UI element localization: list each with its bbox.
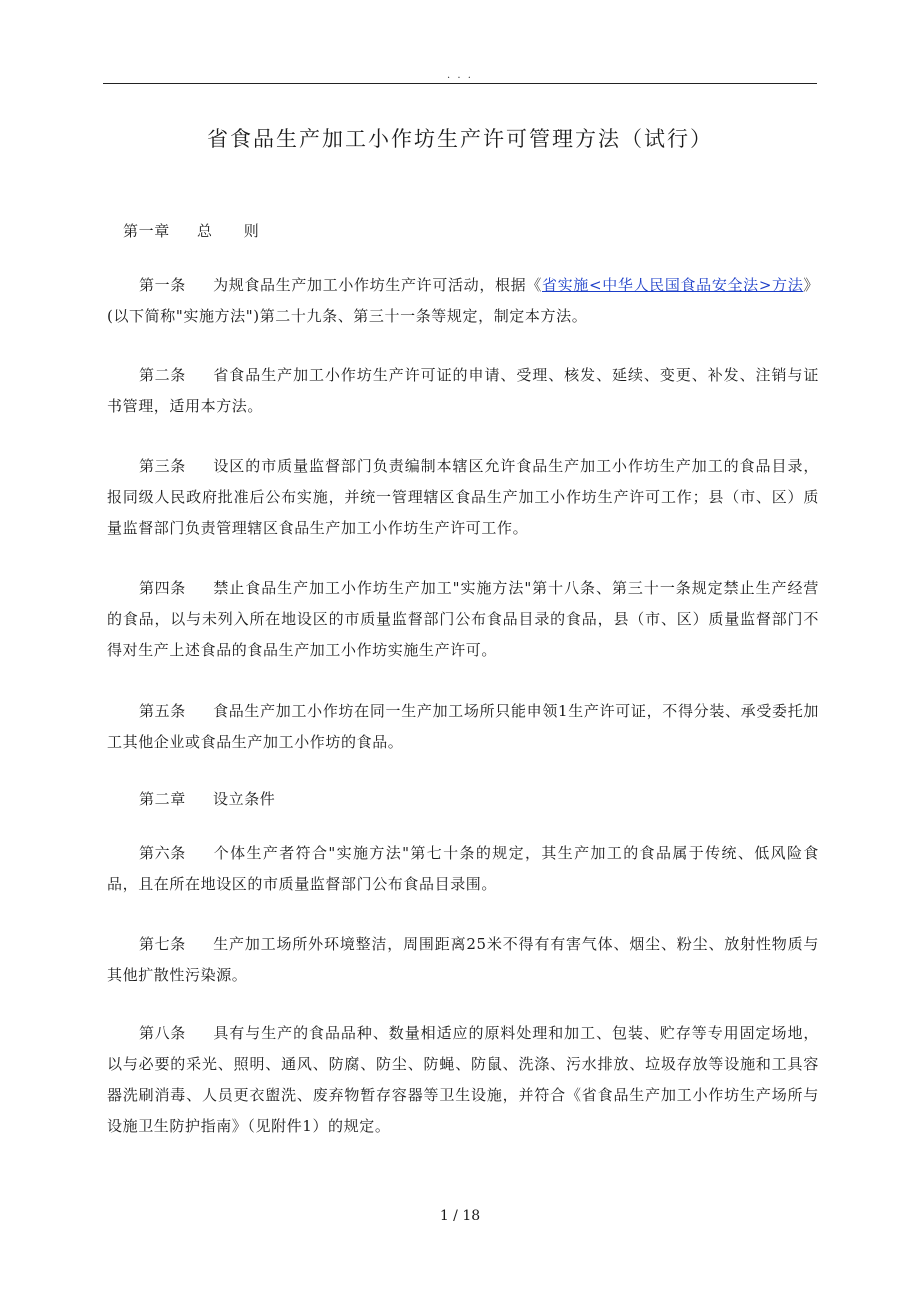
- article-6-text: 个体生产者符合"实施方法"第七十条的规定，其生产加工的食品属于传统、低风险食品，且在所在地设区的市质量监督部门公布食品目录围。: [107, 844, 819, 893]
- article-1-label: 第一条: [139, 276, 186, 294]
- article-7: [107, 929, 819, 991]
- article-4-label: 第四条: [139, 579, 186, 597]
- article-5-label: 第五条: [139, 702, 186, 720]
- chapter-1-title: 总 则: [197, 222, 260, 240]
- article-8-label: 第八条: [139, 1024, 186, 1042]
- article-2: [107, 360, 819, 422]
- chapter-1-heading: [123, 219, 259, 243]
- chapter-2-label: 第二章: [139, 790, 186, 808]
- article-1-text-before: 为规食品生产加工小作坊生产许可活动，根据《: [213, 276, 542, 294]
- chapter-1-label: 第一章: [123, 222, 170, 240]
- article-1-text-after: 》(以下简称"实施方法")第二十九条、第三十一条等规定，制定本方法。: [107, 276, 819, 325]
- article-6: [107, 838, 819, 900]
- article-5-text: 食品生产加工小作坊在同一生产加工场所只能申领1生产许可证，不得分装、承受委托加工其他企业或食品生产加工小作坊的食品。: [107, 702, 819, 751]
- article-7-label: 第七条: [139, 935, 186, 953]
- article-4: [107, 573, 819, 666]
- document-title: 省食品生产加工小作坊生产许可管理方法（试行）: [207, 127, 713, 151]
- article-1: [107, 270, 819, 332]
- article-3-text: 设区的市质量监督部门负责编制本辖区允许食品生产加工小作坊生产加工的食品目录，报同级人民政府批准后公布实施，并统一管理辖区食品生产加工小作坊生产许可工作；县（市、区）质量监督部门负责管理辖区食品生产加工小作坊生产许可工作。: [107, 457, 819, 537]
- article-2-label: 第二条: [139, 366, 186, 384]
- article-6-label: 第六条: [139, 844, 186, 862]
- law-reference-link[interactable]: 省实施<中华人民国食品安全法>方法: [541, 276, 804, 294]
- article-7-text: 生产加工场所外环境整洁，周围距离25米不得有有害气体、烟尘、粉尘、放射性物质与其他扩散性污染源。: [107, 935, 819, 984]
- article-3: [107, 451, 819, 544]
- article-3-label: 第三条: [139, 457, 186, 475]
- article-4-text: 禁止食品生产加工小作坊生产加工"实施方法"第十八条、第三十一条规定禁止生产经营的食品，以与未列入所在地设区的市质量监督部门公布食品目录的食品，县（市、区）质量监督部门不得对生产上述食品的食品生产加工小作坊实施生产许可。: [107, 579, 819, 659]
- article-2-text: 省食品生产加工小作坊生产许可证的申请、受理、核发、延续、变更、补发、注销与证书管理，适用本方法。: [107, 366, 819, 415]
- chapter-2-title: 设立条件: [213, 790, 276, 808]
- page-number: 1 / 18: [439, 1208, 481, 1224]
- article-8-text: 具有与生产的食品品种、数量相适应的原料处理和加工、包装、贮存等专用固定场地，以与必要的采光、照明、通风、防腐、防尘、防蝇、防鼠、洗涤、污水排放、垃圾存放等设施和工具容器洗刷消毒、人员更衣盥洗、废弃物暂存容器等卫生设施，并符合《省食品生产加工小作坊生产场所与设施卫生防护指南》（见附件1）的规定。: [107, 1024, 819, 1135]
- article-5: [107, 696, 819, 758]
- chapter-2-heading: [139, 787, 275, 811]
- header-marks: . . .: [447, 70, 473, 81]
- article-8: [107, 1018, 819, 1142]
